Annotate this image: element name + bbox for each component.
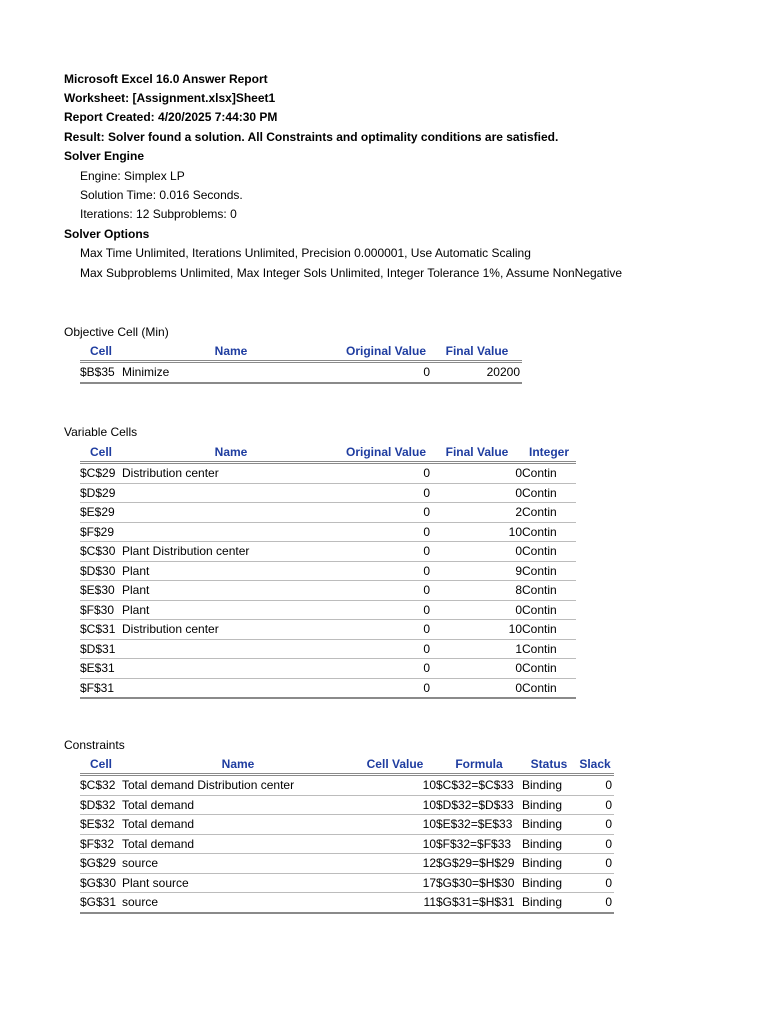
col-header-cell-value: Cell Value [366, 757, 424, 771]
original-value: 0 [340, 561, 432, 581]
final-value: 20200 [432, 362, 522, 383]
col-header-original-value: Original Value [345, 344, 427, 358]
cell-ref: $D$30 [80, 561, 122, 581]
formula: $C$32=$C$33 [436, 775, 522, 796]
cell-ref: $E$29 [80, 503, 122, 523]
col-header-original-value: Original Value [345, 445, 427, 459]
cell-value: 10 [354, 775, 436, 796]
cell-name [122, 639, 340, 659]
status: Binding [522, 775, 576, 796]
cell-name: Plant Distribution center [122, 542, 340, 562]
formula: $G$29=$H$29 [436, 854, 522, 874]
integer-type: Contin [522, 678, 576, 698]
slack: 0 [576, 815, 614, 835]
cell-ref: $C$29 [80, 463, 122, 484]
slack: 0 [576, 795, 614, 815]
cell-ref: $F$29 [80, 522, 122, 542]
cell-name [122, 678, 340, 698]
col-header-cell: Cell [89, 344, 112, 358]
cell-ref: $G$31 [80, 893, 122, 913]
cell-name [122, 483, 340, 503]
final-value: 0 [432, 542, 522, 562]
slack: 0 [576, 873, 614, 893]
slack: 0 [576, 893, 614, 913]
result-line: Result: Solver found a solution. All Constraints and optimality conditions are satisfied. [64, 130, 559, 144]
cell-name: Plant [122, 581, 340, 601]
constraints-section-title: Constraints [64, 738, 125, 752]
integer-type: Contin [522, 639, 576, 659]
formula: $D$32=$D$33 [436, 795, 522, 815]
integer-type: Contin [522, 581, 576, 601]
worksheet-line: Worksheet: [Assignment.xlsx]Sheet1 [64, 91, 276, 105]
cell-name: source [122, 893, 354, 913]
final-value: 0 [432, 483, 522, 503]
cell-name [122, 503, 340, 523]
cell-ref: $G$30 [80, 873, 122, 893]
integer-type: Contin [522, 503, 576, 523]
cell-value: 10 [354, 795, 436, 815]
solution-time-line: Solution Time: 0.016 Seconds. [80, 188, 243, 202]
report-created-line: Report Created: 4/20/2025 7:44:30 PM [64, 110, 278, 124]
iterations-line: Iterations: 12 Subproblems: 0 [80, 207, 237, 221]
integer-type: Contin [522, 542, 576, 562]
original-value: 0 [340, 463, 432, 484]
original-value: 0 [340, 503, 432, 523]
cell-ref: $D$29 [80, 483, 122, 503]
variables-table [80, 443, 576, 699]
original-value: 0 [340, 483, 432, 503]
table-row [80, 873, 614, 893]
table-row [80, 503, 576, 523]
table-row [80, 542, 576, 562]
table-row [80, 522, 576, 542]
cell-name [122, 659, 340, 679]
formula: $G$30=$H$30 [436, 873, 522, 893]
final-value: 10 [432, 522, 522, 542]
cell-value: 12 [354, 854, 436, 874]
integer-type: Contin [522, 620, 576, 640]
cell-name: Total demand [122, 795, 354, 815]
status: Binding [522, 854, 576, 874]
col-header-name: Name [214, 344, 248, 358]
original-value: 0 [340, 639, 432, 659]
table-row [80, 795, 614, 815]
col-header-cell: Cell [89, 757, 112, 771]
cell-value: 10 [354, 815, 436, 835]
cell-name: Plant [122, 561, 340, 581]
table-row [80, 561, 576, 581]
table-row [80, 620, 576, 640]
integer-type: Contin [522, 659, 576, 679]
variables-section-title: Variable Cells [64, 425, 138, 439]
solver-options-heading: Solver Options [64, 227, 150, 241]
col-header-status: Status [530, 757, 568, 771]
status: Binding [522, 873, 576, 893]
cell-ref: $C$31 [80, 620, 122, 640]
original-value: 0 [340, 620, 432, 640]
original-value: 0 [340, 362, 432, 383]
status: Binding [522, 815, 576, 835]
solver-engine-heading: Solver Engine [64, 149, 145, 163]
formula: $G$31=$H$31 [436, 893, 522, 913]
cell-ref: $E$30 [80, 581, 122, 601]
col-header-slack: Slack [579, 757, 611, 771]
integer-type: Contin [522, 483, 576, 503]
table-row [80, 581, 576, 601]
cell-name: Plant source [122, 873, 354, 893]
original-value: 0 [340, 581, 432, 601]
options-line-1: Max Time Unlimited, Iterations Unlimited, Precision 0.000001, Use Automatic Scaling [80, 246, 531, 260]
cell-ref: $E$31 [80, 659, 122, 679]
engine-line: Engine: Simplex LP [80, 169, 185, 183]
cell-ref: $D$32 [80, 795, 122, 815]
cell-ref: $F$31 [80, 678, 122, 698]
table-row [80, 362, 522, 383]
report-title: Microsoft Excel 16.0 Answer Report [64, 72, 268, 86]
cell-ref: $F$30 [80, 600, 122, 620]
formula: $E$32=$E$33 [436, 815, 522, 835]
table-row [80, 463, 576, 484]
table-row [80, 678, 576, 698]
final-value: 9 [432, 561, 522, 581]
cell-name: Distribution center [122, 463, 340, 484]
constraints-table [80, 755, 614, 914]
table-row [80, 893, 614, 913]
objective-header-row [80, 342, 522, 362]
slack: 0 [576, 854, 614, 874]
cell-ref: $F$32 [80, 834, 122, 854]
cell-name [122, 522, 340, 542]
status: Binding [522, 893, 576, 913]
table-row [80, 483, 576, 503]
cell-name: Total demand [122, 815, 354, 835]
cell-name: Total demand [122, 834, 354, 854]
col-header-integer: Integer [528, 445, 569, 459]
cell-ref: $D$31 [80, 639, 122, 659]
cell-ref: $B$35 [80, 362, 122, 383]
col-header-final-value: Final Value [445, 344, 509, 358]
final-value: 0 [432, 659, 522, 679]
table-row [80, 854, 614, 874]
col-header-cell: Cell [89, 445, 112, 459]
integer-type: Contin [522, 561, 576, 581]
constraints-header-row [80, 755, 614, 775]
original-value: 0 [340, 659, 432, 679]
cell-name: Minimize [122, 362, 340, 383]
final-value: 10 [432, 620, 522, 640]
options-line-2: Max Subproblems Unlimited, Max Integer Sols Unlimited, Integer Tolerance 1%, Assume NonNegative [80, 266, 623, 280]
cell-name: Plant [122, 600, 340, 620]
integer-type: Contin [522, 463, 576, 484]
table-row [80, 659, 576, 679]
col-header-final-value: Final Value [445, 445, 509, 459]
formula: $F$32=$F$33 [436, 834, 522, 854]
objective-section-title: Objective Cell (Min) [64, 325, 169, 339]
final-value: 0 [432, 678, 522, 698]
original-value: 0 [340, 522, 432, 542]
cell-value: 17 [354, 873, 436, 893]
table-row [80, 834, 614, 854]
col-header-formula: Formula [455, 757, 503, 771]
objective-table [80, 342, 522, 384]
col-header-name: Name [214, 445, 248, 459]
cell-name: Total demand Distribution center [122, 775, 354, 796]
cell-ref: $E$32 [80, 815, 122, 835]
variables-header-row [80, 443, 576, 463]
integer-type: Contin [522, 522, 576, 542]
cell-value: 10 [354, 834, 436, 854]
cell-name: Distribution center [122, 620, 340, 640]
cell-ref: $C$32 [80, 775, 122, 796]
final-value: 0 [432, 600, 522, 620]
slack: 0 [576, 834, 614, 854]
cell-ref: $C$30 [80, 542, 122, 562]
final-value: 2 [432, 503, 522, 523]
original-value: 0 [340, 678, 432, 698]
final-value: 1 [432, 639, 522, 659]
integer-type: Contin [522, 600, 576, 620]
original-value: 0 [340, 542, 432, 562]
table-row [80, 815, 614, 835]
table-row [80, 639, 576, 659]
cell-value: 11 [354, 893, 436, 913]
table-row [80, 775, 614, 796]
final-value: 8 [432, 581, 522, 601]
original-value: 0 [340, 600, 432, 620]
final-value: 0 [432, 463, 522, 484]
status: Binding [522, 795, 576, 815]
col-header-name: Name [221, 757, 255, 771]
table-row [80, 600, 576, 620]
cell-ref: $G$29 [80, 854, 122, 874]
cell-name: source [122, 854, 354, 874]
slack: 0 [576, 775, 614, 796]
status: Binding [522, 834, 576, 854]
